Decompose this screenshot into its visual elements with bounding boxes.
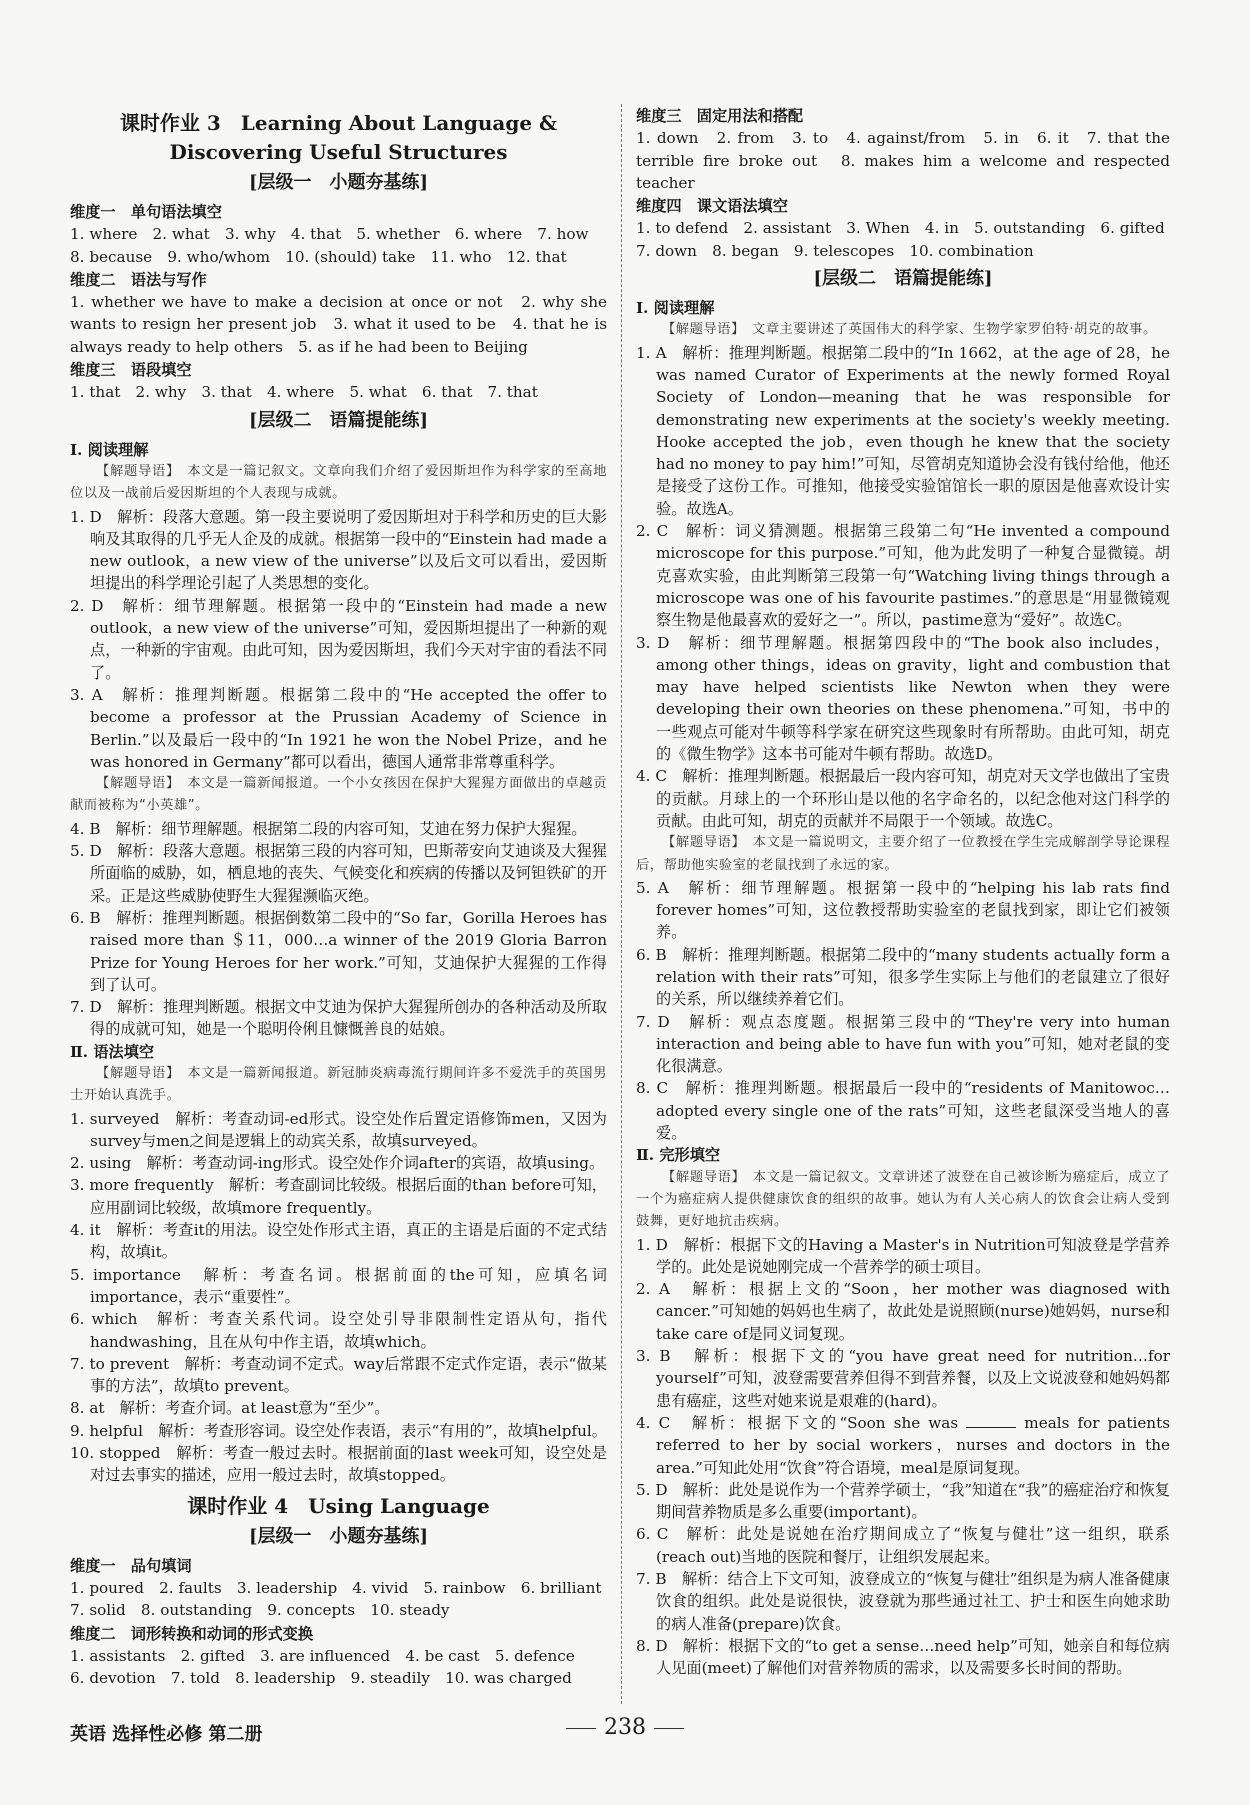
answer-item: 1. D 解析：段落大意题。第一段主要说明了爱因斯坦对于科学和历史的巨大影响及其取得的几乎无人企及的成就。根据第一段中的“Einstein had made a new outlook，a new view of the universe”以及后文可以看出，爱因斯坦提出的科学理论引起了人类思想的变化。	[70, 507, 607, 593]
section-reading-title: Ⅰ. 阅读理解	[70, 440, 149, 459]
answer-item: 8. C 解析：推理判断题。根据最后一段中的“residents of Manitowoc… adopted every single one of the rats”可知，这些老鼠深受当地人的喜爱。	[636, 1079, 1170, 1143]
answer-item: 7. D 解析：观点态度题。根据第三段中的“They're very into human interaction and being able to have fun with you”可知，她对老鼠的变化很满意。	[636, 1012, 1170, 1076]
book-footer-label: 英语 选择性必修 第二册	[70, 1724, 263, 1745]
cloze-answer-item: 6. C 解析：此处是说她在治疗期间成立了“恢复与健壮”这一组织，联系(reach out)当地的医院和餐厅，让组织发展起来。	[636, 1525, 1170, 1566]
answer-item: 4. B 解析：细节理解题。根据第二段的内容可知，艾迪在努力保护大猩猩。	[70, 819, 587, 838]
dimension-2b-title: 维度二 词形转换和动词的形式变换	[70, 1624, 313, 1643]
dimension-4-line-2: 7. down 8. began 9. telescopes 10. combination	[636, 241, 1034, 260]
fill-answer-item: 4. it 解析：考查it的用法。设空处作形式主语，真正的主语是后面的不定式结构，故填it。	[70, 1221, 607, 1262]
right-column	[636, 104, 1170, 1679]
dimension-2b-line-1: 1. assistants 2. gifted 3. are influenced 4. be cast 5. defence	[70, 1646, 575, 1665]
answer-item: 1. A 解析：推理判断题。根据第二段中的“In 1662，at the age of 28，he was named Curator of Experiments at the newly formed Royal Society of London—meaning that he was responsible for demonstrating new experiments at the society's weekly meeting. Hooke accepted the job，even though he knew that the society had no money to pay him!”可知，尽管胡克知道协会没有钱付给他，他还是接受了这份工作。可推知，他接受实验馆馆长一职的原因是他喜欢设计实验。故选A。	[636, 343, 1170, 518]
cloze-answer-item: 2. A 解析：根据上文的“Soon，her mother was diagnosed with cancer.”可知她的妈妈也生病了，故此处是说照顾(nurse)她妈妈，nurse和take care of是同义词复现。	[636, 1280, 1170, 1343]
level-one-heading-2: [层级一 小题夯基练]	[248, 1525, 429, 1547]
fill-answer-item: 6. which 解析：考查关系代词。设空处引导非限制性定语从句，指代handwashing，且在从句中作主语，故填which。	[70, 1310, 607, 1351]
homework-4-title: 课时作业 4 Using Language	[187, 1493, 490, 1518]
answer-item: 4. C 解析：推理判断题。根据最后一段内容可知，胡克对天文学也做出了宝贵的贡献。月球上的一个环形山是以他的名字命名的，以纪念他对这门科学的贡献。由此可知，胡克的贡献并不局限于一个领域。故选C。	[636, 767, 1170, 830]
fill-answer-item: 9. helpful 解析：考查形容词。设空处作表语，表示“有用的”，故填helpful。	[70, 1421, 607, 1440]
fill-answer-item: 10. stopped 解析：考查一般过去时。根据前面的last week可知，设空处是对过去事实的描述，应用一般过去时，故填stopped。	[70, 1444, 607, 1485]
dimension-3b-answers: 1. down 2. from 3. to 4. against/from 5. in 6. it 7. that the terrible fire broke out 8. makes him a welcome and respected teacher	[636, 129, 1170, 192]
fill-answer-item: 3. more frequently 解析：考查副词比较级。根据后面的than before可知，应用副词比较级，故填more frequently。	[70, 1176, 607, 1217]
cloze-4-text-a: 4. C 解析：根据下文的“Soon she was	[636, 1413, 967, 1432]
fill-answer-item: 7. to prevent 解析：考查动词不定式。way后常跟不定式作定语，表示“做某事的方法”，故填to prevent。	[70, 1354, 607, 1396]
answer-item: 3. D 解析：细节理解题。根据第四段中的“The book also includes，among other things，ideas on gravity，light and combustion that may have helped scientists like Newton when they were developing their own theories on these phenomena.”可知，书中的一些观点可能对牛顿等科学家在研究这些现象时有所帮助。由此可知，胡克的《微生物学》这本书可能对牛顿有帮助。故选D。	[636, 633, 1170, 764]
guide-passage-6: 【解题导语】 本文是一篇记叙文。文章讲述了波登在自己被诊断为癌症后，成立了一个为癌症病人提供健康饮食的组织的故事。她认为有人关心病人的饮食会让病人受到鼓舞，更好地抗击疾病。	[636, 1169, 1170, 1230]
dimension-1-line-1: 1. where 2. what 3. why 4. that 5. whether 6. where 7. how	[70, 225, 589, 244]
left-column	[70, 104, 607, 1689]
page-dash-right	[654, 1728, 684, 1729]
answer-item: 2. C 解析：词义猜测题。根据第三段第二句“He invented a compound microscope for this purpose.”可知，他为此发明了一种复合显微镜。胡克喜欢实验，由此判断第三段第一句“Watching living things through a microscope was one of his favourite pastimes.”的意思是“用显微镜观察生物是他最喜欢的爱好之一”。所以，pastime意为“爱好”。故选C。	[636, 522, 1170, 630]
cloze-answer-item: 1. D 解析：根据下文的Having a Master's in Nutrition可知波登是学营养学的。此处是说她刚完成一个营养学的硕士项目。	[636, 1235, 1170, 1276]
answer-item: 5. D 解析：段落大意题。根据第三段的内容可知，巴斯蒂安向艾迪谈及大猩猩所面临的威胁，如，栖息地的丧失、气候变化和疾病的传播以及钶钽铁矿的开采。正是这些威胁使野生大猩猩濒临灭绝。	[70, 842, 607, 905]
cloze-answer-item: 3. B 解析：根据下文的“you have great need for nutrition…for yourself”可知，波登需要营养但得不到营养餐，以及上文说波登和她妈妈都患有癌症，这些对她来说是艰难的(hard)。	[636, 1347, 1170, 1410]
fill-answer-item: 8. at 解析：考查介词。at least意为“至少”。	[70, 1399, 390, 1418]
dimension-3b-title: 维度三 固定用法和搭配	[636, 107, 804, 125]
dimension-1b-line-1: 1. poured 2. faults 3. leadership 4. vivid 5. rainbow 6. brilliant	[70, 1578, 602, 1597]
answer-item: 2. D 解析：细节理解题。根据第一段中的“Einstein had made a new outlook，a new view of the universe”可知，爱因斯坦提出了一种新的观点，一种新的宇宙观。由此可知，因为爱因斯坦，我们今天对宇宙的看法不同了。	[70, 596, 607, 682]
section-cloze-title: Ⅱ. 完形填空	[636, 1146, 721, 1165]
column-divider	[621, 104, 622, 1704]
page-number	[555, 1715, 695, 1740]
dimension-2b-line-2: 6. devotion 7. told 8. leadership 9. steadily 10. was charged	[70, 1669, 572, 1688]
homework-3-title-line1: 课时作业 3 Learning About Language &	[119, 111, 558, 135]
guide-passage-1: 【解题导语】 本文是一篇记叙文。文章向我们介绍了爱因斯坦作为科学家的至高地位以及一战前后爱因斯坦的个人表现与成就。	[70, 463, 607, 502]
fill-answer-item: 2. using 解析：考查动词-ing形式。设空处作介词after的宾语，故填using。	[70, 1154, 605, 1173]
guide-passage-2: 【解题导语】 本文是一篇新闻报道。一个小女孩因在保护大猩猩方面做出的卓越贡献而被称为“小英雄”。	[70, 776, 607, 814]
blank-line	[966, 1415, 1016, 1428]
level-one-heading: [层级一 小题夯基练]	[248, 172, 429, 193]
section-grammar-title: Ⅱ. 语法填空	[70, 1042, 155, 1061]
level-two-heading-2: [层级二 语篇提能练]	[813, 268, 993, 290]
cloze-answer-item: 8. D 解析：根据下文的“to get a sense…need help”可知，她亲自和每位病人见面(meet)了解他们对营养物质的需求，以及需要多长时间的帮助。	[636, 1636, 1170, 1678]
dimension-1-line-2: 8. because 9. who/whom 10. (should) take 11. who 12. that	[70, 247, 567, 266]
dimension-2-answers: 1. whether we have to make a decision at once or not 2. why she wants to resign her present job 3. what it used to be 4. that he is always ready to help others 5. as if he had been to Beijing	[70, 293, 607, 356]
dimension-3-answers: 1. that 2. why 3. that 4. where 5. what 6. that 7. that	[70, 383, 538, 402]
dimension-1b-line-2: 7. solid 8. outstanding 9. concepts 10. steady	[70, 1601, 450, 1620]
answer-item: 5. A 解析：细节理解题。根据第一段中的“helping his lab rats find forever homes”可知，这位教授帮助实验室的老鼠找到家，即让它们被领养。	[636, 878, 1170, 942]
level-two-heading: [层级二 语篇提能练]	[248, 409, 429, 431]
guide-passage-4: 【解题导语】 文章主要讲述了英国伟大的科学家、生物学家罗伯特·胡克的故事。	[662, 322, 1157, 338]
fill-answer-item: 5. importance 解析：考查名词。根据前面的the可知，应填名词importance，表示“重要性”。	[70, 1265, 607, 1306]
dimension-4-title: 维度四 课文语法填空	[636, 197, 788, 216]
dimension-1b-title: 维度一 品句填词	[70, 1556, 192, 1575]
cloze-answer-item: 5. D 解析：此处是说作为一个营养学硕士，“我”知道在“我”的癌症治疗和恢复期间营养物质是多么重要(important)。	[636, 1480, 1170, 1522]
homework-3-title-line2: Discovering Useful Structures	[169, 140, 508, 164]
guide-passage-3: 【解题导语】 本文是一篇新闻报道。新冠肺炎病毒流行期间许多不爱洗手的英国男士开始认真洗手。	[70, 1065, 607, 1104]
fill-answer-item: 1. surveyed 解析：考查动词-ed形式。设空处作后置定语修饰men，又因为survey与men之间是逻辑上的动宾关系，故填surveyed。	[70, 1109, 607, 1150]
dimension-1-title: 维度一 单句语法填空	[70, 203, 222, 221]
answer-item: 6. B 解析：推理判断题。根据倒数第二段中的“So far，Gorilla Heroes has raised more than ＄11，000…a winner of the 2019 Gloria Barron Prize for Young Heroes for her work.”可知，艾迪保护大猩猩的工作得到了认可。	[70, 908, 607, 994]
page-dash-left	[566, 1728, 596, 1729]
answer-item: 7. D 解析：推理判断题。根据文中艾迪为保护大猩猩所创办的各种活动及所取得的成就可知，她是一个聪明伶俐且慷慨善良的姑娘。	[70, 998, 607, 1039]
answer-item: 6. B 解析：推理判断题。根据第二段中的“many students actually form a relation with their rats”可知，很多学生实际上与他们的老鼠建立了很好的关系，所以继续养着它们。	[636, 945, 1170, 1009]
cloze-answer-item	[636, 1412, 1170, 1479]
answer-item: 3. A 解析：推理判断题。根据第二段中的“He accepted the offer to become a professor at the Prussian Academy of Science in Berlin.”以及最后一段中的“In 1921 he won the Nobel Prize，and he was honored in Germany”都可以看出，德国人通常非常尊重科学。	[70, 685, 607, 771]
dimension-4-line-1: 1. to defend 2. assistant 3. When 4. in 5. outstanding 6. gifted	[636, 219, 1165, 238]
cloze-4-text-b: meals for patients referred to her by social workers，nurses and doctors in the area.”可知此处用“饮食”符合语境，meal是原词复现。	[656, 1413, 1170, 1477]
guide-passage-5: 【解题导语】 本文是一篇说明文，主要介绍了一位教授在学生完成解剖学导论课程后，帮助他实验室的老鼠找到了永远的家。	[636, 835, 1170, 873]
section-reading-title-2: Ⅰ. 阅读理解	[636, 299, 715, 318]
dimension-3-title: 维度三 语段填空	[70, 361, 192, 380]
page-number-text: 238	[604, 1715, 646, 1740]
cloze-answer-item: 7. B 解析：结合上下文可知，波登成立的“恢复与健壮”组织是为病人准备健康饮食的组织。此处是说很快，波登就为那些通过社工、护士和医生向她求助的病人准备(prepare)饮食。	[636, 1570, 1170, 1633]
dimension-2-title: 维度二 语法与写作	[70, 270, 207, 289]
